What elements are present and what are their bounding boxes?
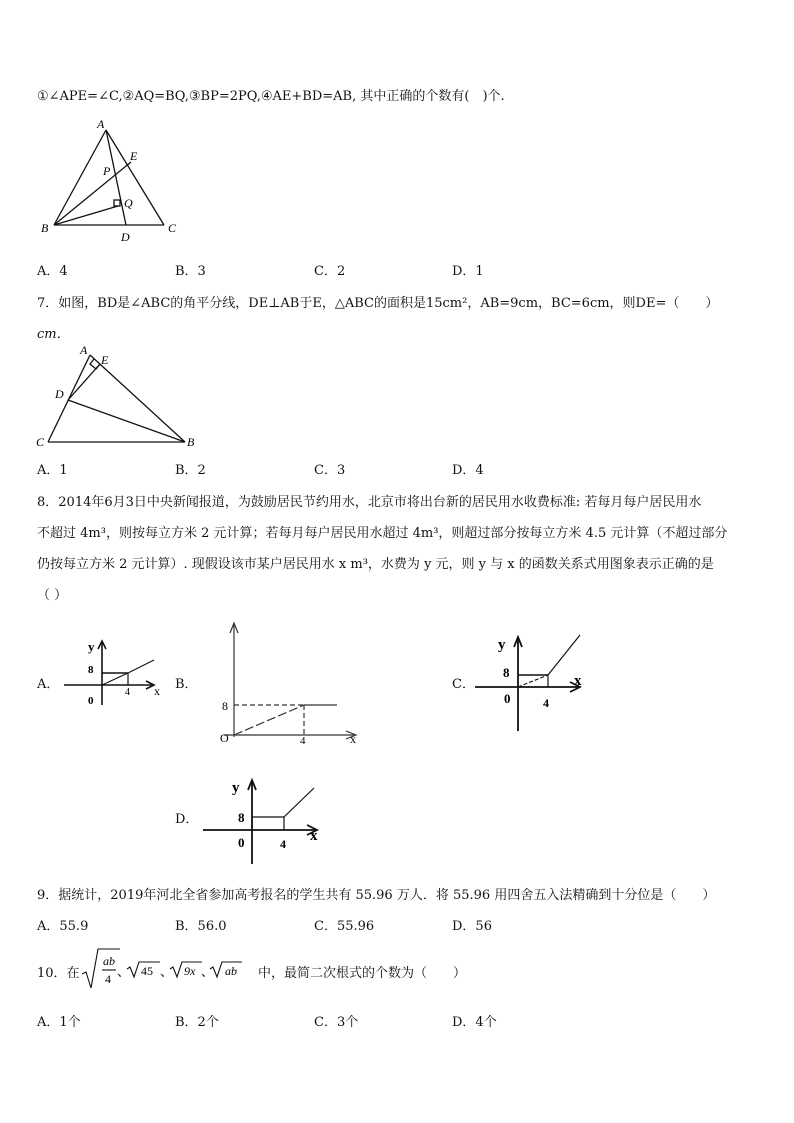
q6-option-b: B．3	[175, 264, 206, 279]
q10-frac-num: ab	[103, 954, 115, 968]
q6-label-E: E	[130, 149, 138, 163]
q9-option-b: B．56.0	[175, 919, 227, 934]
q8-stem-line1: 8．2014年6月3日中央新闻报道，为鼓励居民节约用水，北京市将出台新的居民用水收费标准: 若每月每户居民用水	[37, 495, 702, 510]
q8-a-tick-4: 4	[125, 687, 130, 698]
q7-label-E: E	[101, 353, 109, 367]
q8-b-x-label: x	[350, 732, 356, 745]
q8-b-tick-8: 8	[222, 699, 228, 713]
q8-stem-line4: （ ）	[37, 588, 68, 603]
q8-graph-a	[62, 633, 167, 713]
q10-radicand-2: 45	[141, 964, 153, 978]
q7-stem-line2: cm．	[37, 327, 70, 342]
q7-stem-line1: 7．如图，BD是∠ABC的角平分线，DE⊥AB于E，△ABC的面积是15cm²，AB=9cm，BC=6cm，则DE=（ ）	[37, 296, 719, 311]
q7-label-A: A	[80, 343, 88, 357]
q8-d-tick-4: 4	[280, 837, 286, 851]
q10-option-a: A．1个	[37, 1015, 81, 1030]
q10-option-b: B．2个	[175, 1015, 219, 1030]
q9-stem: 9．据统计，2019年河北全省参加高考报名的学生共有 55.96 万人．将 55.96 用四舍五入法精确到十分位是（ ）	[37, 888, 716, 903]
q10-radicand-3: 9x	[184, 964, 196, 978]
q8-d-origin-0: 0	[238, 835, 245, 850]
q9-option-c: C．55.96	[314, 919, 375, 934]
q8-c-tick-8: 8	[503, 665, 510, 680]
q8-c-origin-0: 0	[504, 691, 511, 706]
q8-option-c-label: C．	[452, 677, 475, 692]
q9-option-d: D．56	[452, 919, 492, 934]
q8-option-a-label: A．	[37, 677, 60, 692]
q8-option-d-label: D．	[175, 812, 199, 827]
q8-stem-line2: 不超过 4m³，则按每立方米 2 元计算；若每月每户居民用水超过 4m³，则超过部分按每立方米 4.5 元计算（不超过部分	[37, 526, 728, 541]
q8-graph-b	[212, 615, 372, 745]
q6-label-P: P	[103, 164, 111, 178]
q8-stem-line3: 仍按每立方米 2 元计算）. 现假设该市某户居民用水 x m³，水费为 y 元，则 y 与 x 的函数关系式用图象表示正确的是	[37, 557, 714, 572]
q8-b-tick-4: 4	[300, 735, 306, 745]
q8-d-tick-8: 8	[238, 810, 245, 825]
q10-option-d: D．4个	[452, 1015, 497, 1030]
q9-option-a: A．55.9	[37, 919, 89, 934]
q8-c-y-label: y	[498, 637, 506, 653]
q6-label-C: C	[168, 221, 177, 235]
q10-radicand-4: ab	[225, 964, 237, 978]
q7-option-b: B．2	[175, 463, 206, 478]
q8-c-tick-4: 4	[543, 696, 549, 710]
q6-label-B: B	[41, 221, 49, 235]
q8-d-x-label: x	[310, 828, 318, 844]
q6-option-c: C．2	[314, 264, 346, 279]
q7-option-c: C．3	[314, 463, 346, 478]
q8-a-x-label: x	[154, 684, 160, 698]
q10-prefix: 10．在	[37, 966, 80, 981]
q10-sep-1: 、	[117, 964, 131, 979]
q8-a-tick-8: 8	[88, 664, 94, 676]
q7-label-B: B	[187, 435, 195, 449]
q8-graph-c	[470, 625, 590, 737]
q10-sep-3: 、	[201, 964, 215, 979]
q6-triangle-figure	[36, 115, 186, 245]
q7-triangle-figure	[30, 342, 205, 450]
q8-b-origin-O: O	[220, 731, 229, 745]
q6-label-A: A	[97, 117, 105, 131]
q10-sep-2: 、	[160, 964, 174, 979]
q10-frac-den: 4	[105, 972, 111, 986]
q7-label-D: D	[55, 387, 64, 401]
q7-option-d: D．4	[452, 463, 484, 478]
q6-option-a: A．4	[37, 264, 68, 279]
q8-option-b-label: B．	[175, 677, 198, 692]
q7-label-C: C	[36, 435, 45, 449]
q6-option-d: D．1	[452, 264, 484, 279]
q7-option-a: A．1	[37, 463, 68, 478]
q8-c-x-label: x	[574, 673, 582, 689]
q8-a-origin-0: 0	[88, 695, 94, 707]
q10-suffix: 中，最简二次根式的个数为（ ）	[258, 966, 467, 981]
q6-label-D: D	[121, 230, 130, 244]
q10-radicals	[80, 944, 260, 994]
q10-option-c: C．3个	[314, 1015, 359, 1030]
q8-d-y-label: y	[232, 780, 240, 796]
q8-graph-d	[200, 770, 325, 868]
q8-a-y-label: y	[88, 639, 95, 654]
q6-label-Q: Q	[124, 196, 133, 210]
q6-stem: ①∠APE=∠C,②AQ=BQ,③BP=2PQ,④AE+BD=AB, 其中正确的个数有( )个.	[37, 89, 505, 104]
